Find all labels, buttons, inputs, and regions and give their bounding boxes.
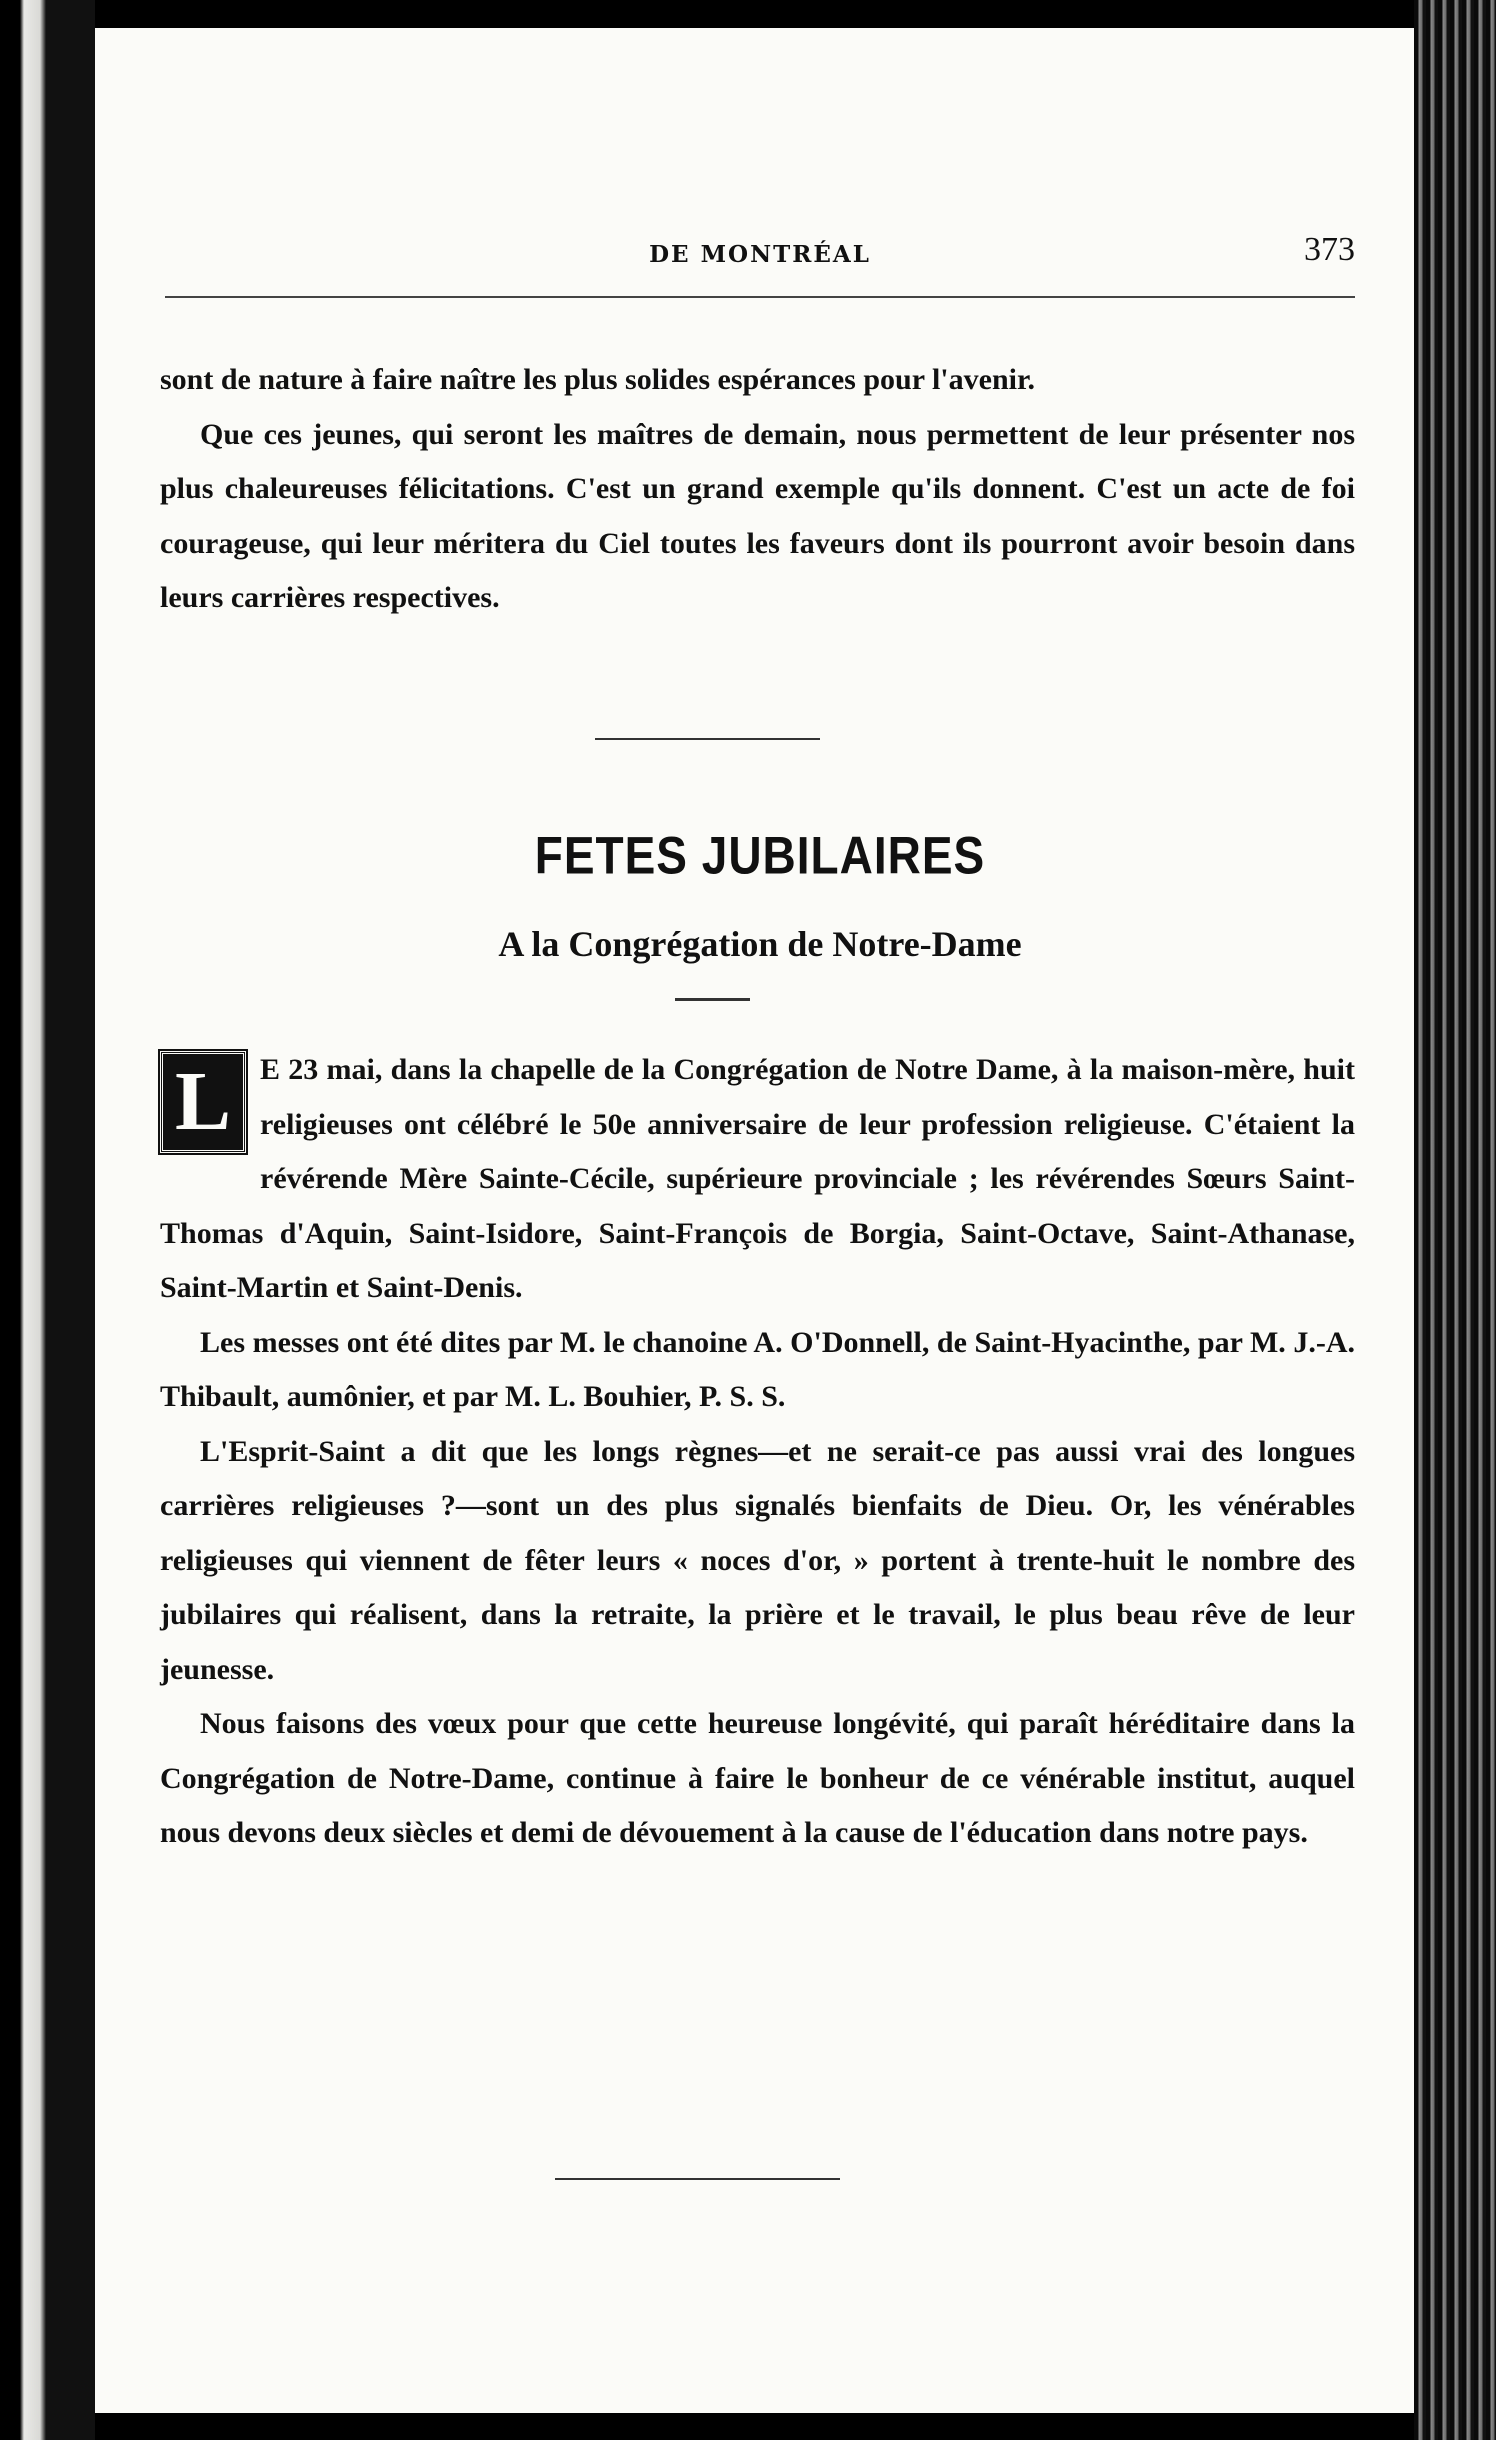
header-rule <box>165 296 1355 298</box>
article-paragraph-1 <box>160 1043 1355 1316</box>
section-separator-rule <box>595 738 820 740</box>
section-title: FETES JUBILAIRES <box>534 825 986 885</box>
closing-rule <box>555 2178 840 2180</box>
page-number: 373 <box>1304 231 1355 268</box>
article-paragraph-3: L'Esprit-Saint a dit que les longs règnes—et ne serait-ce pas aussi vrai des longues carrières religieuses ?—sont un des plus signalés bienfaits de Dieu. Or, les vénérables religieuses qui viennent de fêter leurs « noces d'or, » portent à trente-huit le nombre des jubilaires qui réalisent, dans la retraite, la prière et le travail, le plus beau rêve de leur jeunesse. <box>160 1434 1355 1686</box>
intro-paragraph-2: Que ces jeunes, qui seront les maîtres de demain, nous permettent de leur présenter nos plus chaleureuses félicitations. C'est un grand exemple qu'ils donnent. C'est un acte de foi courageuse, qui leur méritera du Ciel toutes les faveurs dont ils pourront avoir besoin dans leurs carrières respectives. <box>160 417 1355 614</box>
intro-paragraph-1: sont de nature à faire naître les plus solides espérances pour l'avenir. <box>160 363 1036 396</box>
article-paragraph-4: Nous faisons des vœux pour que cette heureuse longévité, qui paraît héréditaire dans la Congrégation de Notre-Dame, continue à faire le bonheur de ce vénérable institut, auquel nous devons deux siècles et demi de dévouement à la cause de l'éducation dans notre pays. <box>160 1707 1355 1849</box>
article-paragraph-1-text: E 23 mai, dans la chapelle de la Congrégation de Notre Dame, à la maison-mère, huit religieuses ont célébré le 50e anniversaire de leur profession religieuse. C'étaient la révérende Mère Sainte-Cécile, supérieure provinciale ; les révérendes Sœurs Saint-Thomas d'Aquin, Saint-Isidore, Saint-François de Borgia, Saint-Octave, Saint-Athanase, Saint-Martin et Saint-Denis. <box>160 1053 1355 1304</box>
running-title: DE MONTRÉAL <box>649 241 871 268</box>
book-page-edges-right <box>1414 0 1496 2440</box>
article-paragraph-2: Les messes ont été dites par M. le chanoine A. O'Donnell, de Saint-Hyacinthe, par M. J.-A. Thibault, aumônier, et par M. L. Bouhier, P. S. S. <box>160 1325 1355 1413</box>
subtitle-rule <box>675 998 750 1001</box>
running-head <box>165 223 1355 283</box>
drop-cap-letter: L <box>160 1051 246 1153</box>
article-text <box>160 1043 1355 1861</box>
section-subtitle: A la Congrégation de Notre-Dame <box>498 924 1022 964</box>
book-gutter-left <box>0 0 95 2440</box>
intro-text <box>160 353 1355 626</box>
book-page <box>95 28 1414 2413</box>
